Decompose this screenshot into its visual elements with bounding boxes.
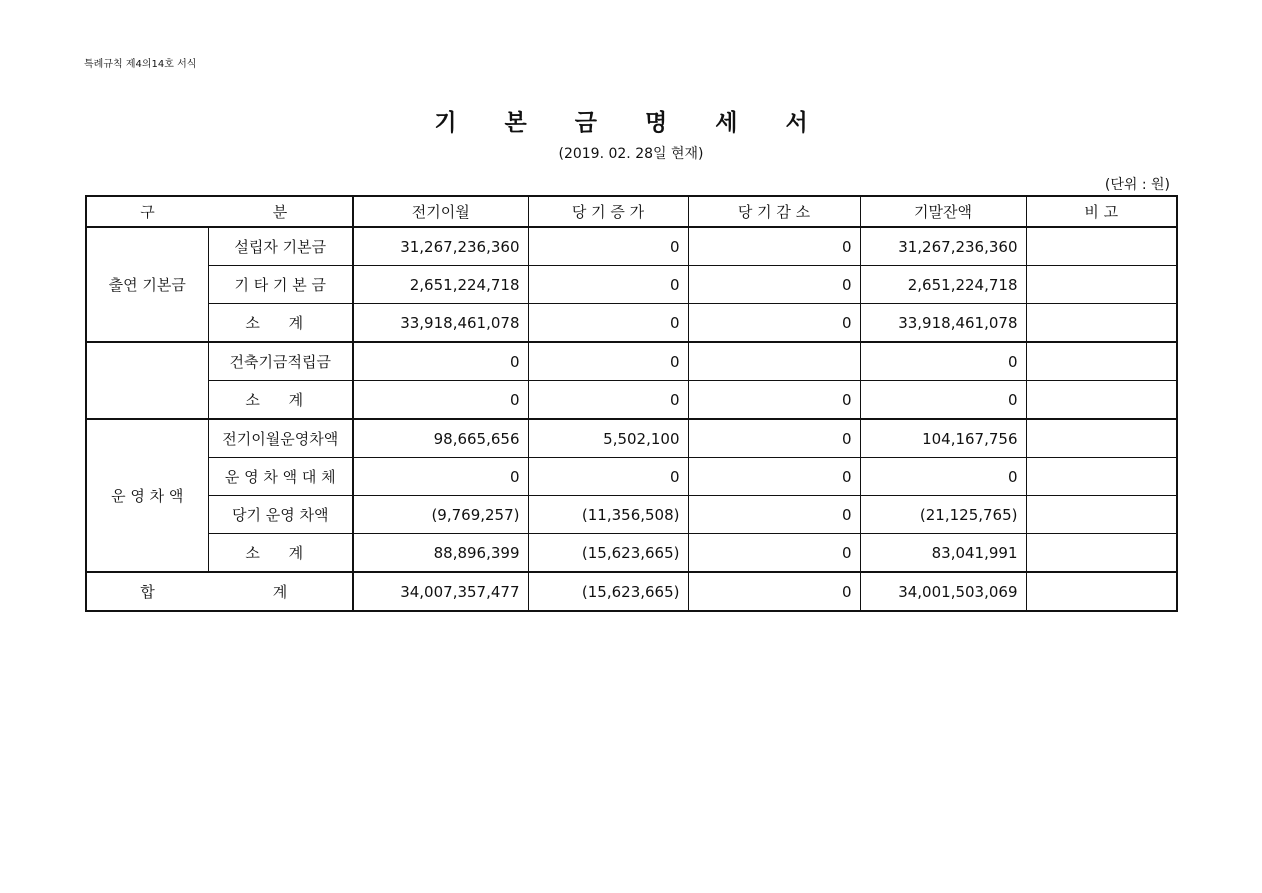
- cell-note: [1026, 419, 1177, 458]
- header-inc: 당 기 증 가: [528, 196, 688, 227]
- cell-end: 0: [860, 342, 1026, 381]
- cell-prev: 88,896,399: [353, 534, 528, 573]
- table-row: [86, 227, 1177, 266]
- cell-dec: 0: [688, 266, 860, 304]
- cell-prev: 0: [353, 458, 528, 496]
- header-row: [86, 196, 1177, 227]
- row-label: 소 계: [208, 381, 353, 420]
- cell-note: [1026, 496, 1177, 534]
- cell-end: 0: [860, 381, 1026, 420]
- table-row: [86, 496, 1177, 534]
- cell-end: 33,918,461,078: [860, 304, 1026, 343]
- row-label: 건축기금적립금: [208, 342, 353, 381]
- cell-dec: 0: [688, 304, 860, 343]
- total-dec: 0: [688, 572, 860, 611]
- cell-inc: 0: [528, 304, 688, 343]
- cell-inc: (11,356,508): [528, 496, 688, 534]
- header-dec: 당 기 감 소: [688, 196, 860, 227]
- cell-note: [1026, 342, 1177, 381]
- table-row: [86, 381, 1177, 420]
- row-label: 설립자 기본금: [208, 227, 353, 266]
- cell-note: [1026, 266, 1177, 304]
- cell-inc: 0: [528, 342, 688, 381]
- cell-note: [1026, 534, 1177, 573]
- cell-dec: 0: [688, 458, 860, 496]
- total-end: 34,001,503,069: [860, 572, 1026, 611]
- cell-prev: 0: [353, 342, 528, 381]
- cell-prev: 31,267,236,360: [353, 227, 528, 266]
- cell-prev: (9,769,257): [353, 496, 528, 534]
- row-label: 당기 운영 차액: [208, 496, 353, 534]
- endowment-table: [85, 195, 1178, 612]
- table-row: [86, 304, 1177, 343]
- total-prev: 34,007,357,477: [353, 572, 528, 611]
- cell-prev: 2,651,224,718: [353, 266, 528, 304]
- row-label: 소 계: [208, 534, 353, 573]
- row-label: 전기이월운영차액: [208, 419, 353, 458]
- cell-end: 2,651,224,718: [860, 266, 1026, 304]
- cell-inc: 0: [528, 266, 688, 304]
- cell-end: 83,041,991: [860, 534, 1026, 573]
- unit-label: (단위 : 원): [1104, 177, 1170, 193]
- cell-dec: 0: [688, 419, 860, 458]
- group-label: 운 영 차 액: [86, 419, 208, 572]
- group-label: 출연 기본금: [86, 227, 208, 342]
- cell-dec: 0: [688, 496, 860, 534]
- header-bun: 분: [208, 196, 353, 227]
- cell-dec: 0: [688, 227, 860, 266]
- document-title: 기 본 금 명 세 서: [434, 110, 828, 136]
- table-row: [86, 458, 1177, 496]
- header-note: 비 고: [1026, 196, 1177, 227]
- total-label-suffix: 계: [208, 572, 353, 611]
- cell-inc: 0: [528, 227, 688, 266]
- cell-inc: (15,623,665): [528, 534, 688, 573]
- group-label: [86, 342, 208, 419]
- cell-note: [1026, 381, 1177, 420]
- table-row: [86, 342, 1177, 381]
- cell-prev: 98,665,656: [353, 419, 528, 458]
- cell-inc: 5,502,100: [528, 419, 688, 458]
- table-row: [86, 266, 1177, 304]
- cell-note: [1026, 304, 1177, 343]
- form-reference: 특례규칙 제4의14호 서식: [84, 59, 197, 70]
- cell-end: (21,125,765): [860, 496, 1026, 534]
- cell-dec: 0: [688, 534, 860, 573]
- cell-end: 104,167,756: [860, 419, 1026, 458]
- cell-note: [1026, 458, 1177, 496]
- cell-inc: 0: [528, 458, 688, 496]
- cell-dec: [688, 342, 860, 381]
- header-end: 기말잔액: [860, 196, 1026, 227]
- table-row: [86, 419, 1177, 458]
- total-label: 합: [86, 572, 208, 611]
- header-gu: 구: [86, 196, 208, 227]
- cell-note: [1026, 227, 1177, 266]
- header-prev: 전기이월: [353, 196, 528, 227]
- cell-end: 0: [860, 458, 1026, 496]
- row-label: 운 영 차 액 대 체: [208, 458, 353, 496]
- total-row: [86, 572, 1177, 611]
- cell-dec: 0: [688, 381, 860, 420]
- cell-prev: 33,918,461,078: [353, 304, 528, 343]
- document-date: (2019. 02. 28일 현재): [558, 146, 704, 162]
- cell-end: 31,267,236,360: [860, 227, 1026, 266]
- table-row: [86, 534, 1177, 573]
- row-label: 기 타 기 본 금: [208, 266, 353, 304]
- cell-prev: 0: [353, 381, 528, 420]
- cell-inc: 0: [528, 381, 688, 420]
- total-inc: (15,623,665): [528, 572, 688, 611]
- row-label: 소 계: [208, 304, 353, 343]
- total-note: [1026, 572, 1177, 611]
